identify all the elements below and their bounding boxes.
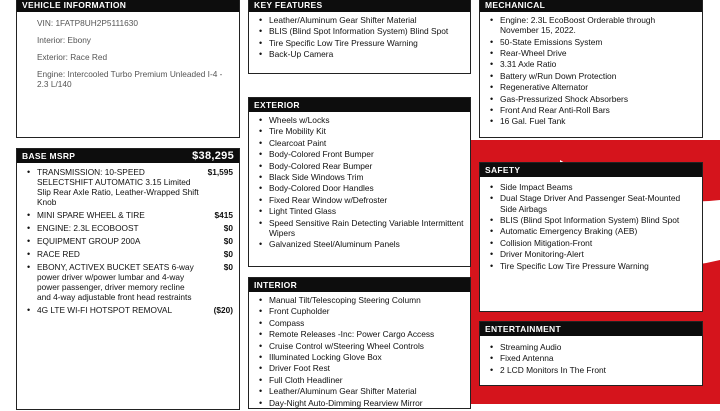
entertainment-list [480, 336, 702, 378]
vehicle-information-panel [16, 0, 240, 138]
msrp-option-amount: ($20) [213, 305, 233, 315]
engine-text: Engine: Intercooled Turbo Premium Unleaded I-4 - 2.3 L/140 [37, 69, 223, 89]
feature-item: • Back-Up Camera [269, 49, 464, 59]
msrp-option-item [37, 262, 233, 302]
msrp-option-amount: $415 [214, 210, 233, 220]
feature-item: • Regenerative Alternator [500, 82, 696, 92]
feature-item: • Speed Sensitive Rain Detecting Variable Intermittent Wipers [269, 218, 464, 238]
base-msrp-panel [16, 148, 240, 410]
safety-panel [479, 162, 703, 312]
msrp-option-desc: • EBONY, ACTIVEX BUCKET SEATS 6-way power driver w/power lumbar and 4-way power passenger, driver memory recline and 4-way adjustable front head restraints [37, 262, 194, 302]
feature-item: • Front Cupholder [269, 306, 464, 316]
key-features-panel [248, 0, 471, 74]
exterior-panel [248, 97, 471, 267]
interior-header [249, 278, 470, 292]
feature-item: • Engine: 2.3L EcoBoost Orderable through November 15, 2022. [500, 15, 696, 35]
msrp-option-amount: $0 [223, 262, 233, 272]
feature-item: • Body-Colored Front Bumper [269, 149, 464, 159]
feature-item: • Fixed Antenna [500, 353, 696, 363]
feature-item: • Manual Tilt/Telescoping Steering Column [269, 295, 464, 305]
feature-item: • 50-State Emissions System [500, 37, 696, 47]
msrp-option-item [37, 223, 233, 233]
key-features-title: KEY FEATURES [254, 0, 323, 10]
feature-item: • Automatic Emergency Braking (AEB) [500, 226, 696, 236]
interior-color-text: Interior: Ebony [37, 35, 91, 45]
base-msrp-header [17, 149, 239, 163]
feature-item: • Body-Colored Door Handles [269, 183, 464, 193]
feature-item: • Rear-Wheel Drive [500, 48, 696, 58]
feature-item: • Cruise Control w/Steering Wheel Controls [269, 341, 464, 351]
feature-item: • Tire Specific Low Tire Pressure Warning [269, 38, 464, 48]
msrp-option-list [17, 163, 239, 320]
feature-item: • Body-Colored Rear Bumper [269, 161, 464, 171]
key-features-list [249, 12, 470, 63]
base-msrp-title: BASE MSRP [22, 151, 76, 161]
msrp-option-item [37, 167, 233, 207]
feature-item: • Streaming Audio [500, 342, 696, 352]
feature-item: • Remote Releases -Inc: Power Cargo Access [269, 329, 464, 339]
exterior-header [249, 98, 470, 112]
feature-item: • Full Cloth Headliner [269, 375, 464, 385]
msrp-option-desc: • MINI SPARE WHEEL & TIRE [37, 210, 145, 220]
msrp-option-amount: $0 [223, 223, 233, 233]
exterior-color-text: Exterior: Race Red [37, 52, 108, 62]
feature-item: • 2 LCD Monitors In The Front [500, 365, 696, 375]
msrp-option-amount: $1,595 [207, 167, 233, 177]
vehicle-information-header [17, 0, 239, 12]
feature-item: • Day-Night Auto-Dimming Rearview Mirror [269, 398, 464, 408]
msrp-option-desc: • RACE RED [37, 249, 80, 259]
feature-item: • Tire Specific Low Tire Pressure Warning [500, 261, 696, 271]
feature-item: • Gas-Pressurized Shock Absorbers [500, 94, 696, 104]
msrp-option-item [37, 210, 233, 220]
feature-item: • Front And Rear Anti-Roll Bars [500, 105, 696, 115]
vin-text: VIN: 1FATP8UH2P5111630 [37, 18, 138, 28]
mechanical-panel [479, 0, 703, 138]
feature-item: • Clearcoat Paint [269, 138, 464, 148]
base-msrp-price: $38,295 [192, 150, 234, 162]
safety-header [480, 163, 702, 177]
feature-item: • Leather/Aluminum Gear Shifter Material [269, 386, 464, 396]
feature-item: • Leather/Aluminum Gear Shifter Material [269, 15, 464, 25]
msrp-option-desc: • TRANSMISSION: 10-SPEED SELECTSHIFT AUTOMATIC 3.15 Limited Slip Rear Axle Ratio, Leather-Wrapped Shift Knob [37, 167, 199, 207]
feature-item: • Tire Mobility Kit [269, 126, 464, 136]
feature-item: • Dual Stage Driver And Passenger Seat-Mounted Side Airbags [500, 193, 696, 213]
msrp-option-desc: • EQUIPMENT GROUP 200A [37, 236, 141, 246]
feature-item: • Driver Foot Rest [269, 363, 464, 373]
feature-item: • Battery w/Run Down Protection [500, 71, 696, 81]
feature-item: • BLIS (Blind Spot Information System) Blind Spot [500, 215, 696, 225]
feature-item: • Fixed Rear Window w/Defroster [269, 195, 464, 205]
msrp-option-item [37, 236, 233, 246]
feature-item: • BLIS (Blind Spot Information System) Blind Spot [269, 26, 464, 36]
msrp-option-desc: • ENGINE: 2.3L ECOBOOST [37, 223, 139, 233]
interior-title: INTERIOR [254, 280, 298, 290]
feature-item: • Galvanized Steel/Aluminum Panels [269, 239, 464, 249]
interior-list [249, 292, 470, 411]
feature-item: • Black Side Windows Trim [269, 172, 464, 182]
entertainment-header [480, 322, 702, 336]
safety-title: SAFETY [485, 165, 521, 175]
feature-item: • Light Tinted Glass [269, 206, 464, 216]
feature-item: • Side Impact Beams [500, 182, 696, 192]
feature-item: • Wheels w/Locks [269, 115, 464, 125]
vehicle-information-title: VEHICLE INFORMATION [22, 0, 127, 10]
msrp-option-amount: $0 [223, 249, 233, 259]
feature-item: • 3.31 Axle Ratio [500, 59, 696, 69]
interior-panel [248, 277, 471, 409]
feature-item: • 16 Gal. Fuel Tank [500, 116, 696, 126]
feature-item: • Collision Mitigation-Front [500, 238, 696, 248]
feature-item: • Compass [269, 318, 464, 328]
msrp-option-item [37, 305, 233, 315]
mechanical-header [480, 0, 702, 12]
key-features-header [249, 0, 470, 12]
exterior-title: EXTERIOR [254, 100, 300, 110]
feature-item: • Driver Monitoring-Alert [500, 249, 696, 259]
msrp-option-desc: • 4G LTE WI-FI HOTSPOT REMOVAL [37, 305, 173, 315]
mechanical-list [480, 12, 702, 130]
feature-item: • Illuminated Locking Glove Box [269, 352, 464, 362]
entertainment-panel [479, 321, 703, 386]
safety-list [480, 177, 702, 274]
mechanical-title: MECHANICAL [485, 0, 546, 10]
entertainment-title: ENTERTAINMENT [485, 324, 561, 334]
exterior-list [249, 112, 470, 253]
msrp-option-item [37, 249, 233, 259]
msrp-option-amount: $0 [223, 236, 233, 246]
